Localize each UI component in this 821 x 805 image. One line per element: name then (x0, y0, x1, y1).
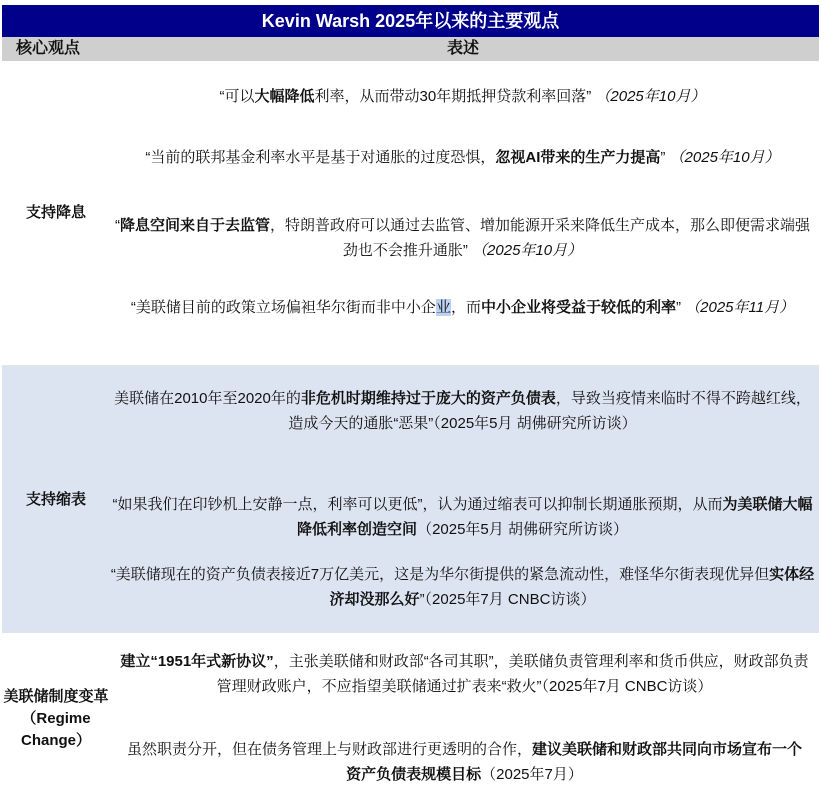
bold-text: 为美联储大幅降低利率创造空间 (297, 496, 813, 538)
statement-text: ，主张美联储和财政部“各司其职”，美联储负责管理利率和货币供应，财政部负责管理财政账户，不应指望美联储通过扩表来“救火”（2025年7月 CNBC访谈） (216, 653, 809, 695)
bold-text: 忽视AI带来的生产力提高 (495, 149, 661, 166)
category-label: 支持缩表 (25, 491, 86, 508)
statement (120, 737, 809, 787)
statements (110, 633, 815, 805)
statement-text: ” (675, 299, 681, 316)
statement (110, 562, 815, 612)
statement (110, 492, 815, 542)
statement-text: “如果我们在印钞机上安静一点，利率可以更低”，认为通过缩表可以抑制长期通胀预期，从而 (112, 496, 723, 513)
date-text: （2025年10月） (665, 149, 780, 166)
bold-text: 建立“1951年式新协议” (120, 653, 274, 670)
statement-text: 利率，从而带动30年期抵押贷款利率回落” (314, 88, 592, 105)
statement-text: ，而 (450, 299, 481, 316)
statements (110, 61, 815, 365)
category-label: 美联储制度变革（Regime Change） (3, 688, 109, 749)
date-text: （2025年10月） (591, 88, 706, 105)
statement-text: 业 (435, 299, 451, 316)
statement-text: 虽然职责分开，但在债务管理上与财政部进行更透明的合作， (126, 741, 532, 758)
table-title: Kevin Warsh 2025年以来的主要观点 (2, 5, 819, 37)
bold-text: 建议美联储和财政部共同向市场宣布一个资产负债表规模目标 (346, 741, 803, 783)
statement-text: “ (114, 217, 120, 234)
statement (110, 213, 815, 263)
date-text: （2025年11月） (680, 299, 795, 316)
statement (110, 386, 815, 436)
section-regime-change (2, 633, 819, 805)
statement-text: “当前的联邦基金利率水平是基于对通胀的过度恐惧， (145, 149, 496, 166)
statements (110, 366, 815, 634)
statement-text: ，特朗普政府可以通过去监管、增加能源开采来降低生产成本，那么即便需求端强劲也不会推升通胀” (270, 217, 811, 259)
table-header (2, 37, 819, 61)
bold-text: 降息空间来自于去监管 (119, 217, 270, 234)
statement (110, 84, 815, 109)
section-rate-cut (2, 61, 819, 365)
bold-text: 中小企业将受益于较低的利率 (480, 299, 676, 316)
section-balance-sheet-reduction (2, 365, 819, 634)
date-text: （2025年10月） (467, 242, 583, 259)
header-core-view: 核心观点 (16, 40, 81, 57)
header-statement: 表述 (446, 40, 479, 57)
bold-text: 非危机时期维持过于庞大的资产负债表 (300, 390, 556, 407)
statement-text: （2025年7月） (481, 766, 583, 783)
statement (110, 295, 815, 320)
statement-text: （2025年5月 胡佛研究所访谈） (417, 521, 628, 538)
bold-text: 实体经济却没那么好 (329, 566, 815, 608)
statement-text: “美联储现在的资产负债表接近7万亿美元，这是为华尔街提供的紧急流动性，难怪华尔街表现优异但 (110, 566, 770, 583)
statement-text: “可以 (219, 88, 255, 105)
statement-text: “美联储目前的政策立场偏袒华尔街而非中小企 (130, 299, 436, 316)
statement (110, 145, 815, 170)
statement-text: ” (660, 149, 666, 166)
statement-text: ”（2025年7月 CNBC访谈） (419, 591, 596, 608)
statement-text: 美联储在2010年至2020年的 (114, 390, 301, 407)
statement-text: ，导致当疫情来临时不得不跨越红线，造成今天的通胀“恶果”（2025年5月 胡佛研究所访谈） (288, 390, 811, 432)
statement (120, 649, 809, 699)
category-label: 支持降息 (25, 204, 86, 221)
bold-text: 大幅降低 (254, 88, 315, 105)
